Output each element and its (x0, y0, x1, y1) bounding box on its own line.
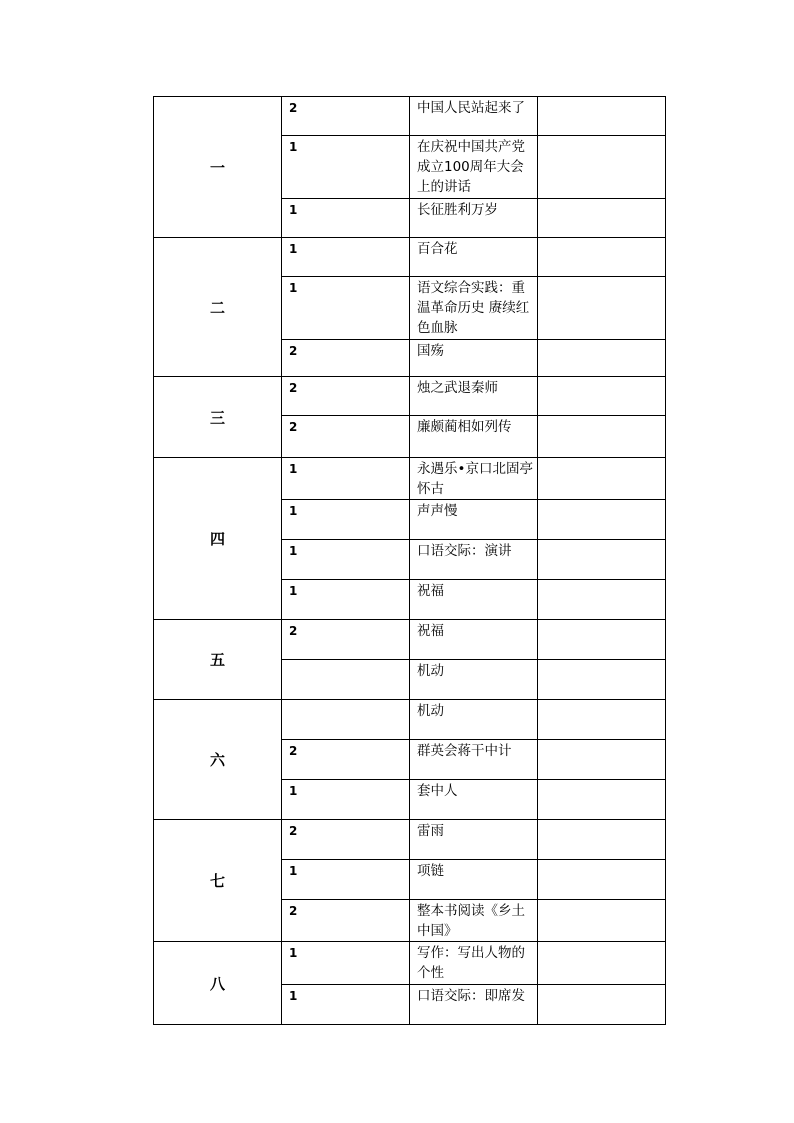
note-cell (538, 97, 666, 136)
unit-label-cell: 二 (154, 238, 282, 377)
lesson-cell (410, 416, 538, 458)
lesson-title: 项链 (417, 863, 444, 879)
hours-value: 1 (289, 544, 298, 558)
hours-value: 2 (289, 624, 298, 638)
lesson-title: 中国人民站起来了 (417, 100, 525, 116)
note-cell (538, 238, 666, 277)
hours-value: 1 (289, 281, 298, 295)
lesson-title: 永遇乐•京口北固亭怀古 (417, 461, 533, 497)
note-cell (538, 985, 666, 1025)
hours-value: 1 (289, 864, 298, 878)
lesson-cell (410, 377, 538, 416)
lesson-title: 国殇 (417, 343, 444, 359)
hours-value: 1 (289, 462, 298, 476)
note-cell (538, 199, 666, 238)
lesson-cell (410, 740, 538, 780)
unit-label-cell: 七 (154, 820, 282, 942)
lesson-title: 祝福 (417, 583, 444, 599)
hours-cell (282, 740, 410, 780)
note-cell (538, 277, 666, 340)
hours-cell (282, 580, 410, 620)
lesson-title: 长征胜利万岁 (417, 202, 498, 218)
note-cell (538, 136, 666, 199)
hours-value: 1 (289, 989, 298, 1003)
table-row (154, 620, 666, 660)
hours-cell (282, 620, 410, 660)
hours-value: 2 (289, 744, 298, 758)
hours-cell (282, 377, 410, 416)
hours-cell (282, 985, 410, 1025)
lesson-schedule-table (153, 96, 666, 1025)
hours-value: 2 (289, 381, 298, 395)
lesson-title: 廉颇蔺相如列传 (417, 419, 512, 435)
hours-value: 1 (289, 203, 298, 217)
lesson-cell (410, 985, 538, 1025)
unit-label-cell: 八 (154, 942, 282, 1025)
hours-cell (282, 900, 410, 942)
lesson-cell (410, 540, 538, 580)
note-cell (538, 580, 666, 620)
lesson-cell (410, 700, 538, 740)
unit-label-cell: 四 (154, 458, 282, 620)
lesson-cell (410, 277, 538, 340)
note-cell (538, 860, 666, 900)
unit-label-cell: 一 (154, 97, 282, 238)
table-row (154, 820, 666, 860)
lesson-title: 写作：写出人物的个性 (417, 945, 525, 981)
lesson-title: 群英会蒋干中计 (417, 743, 512, 759)
note-cell (538, 540, 666, 580)
lesson-title: 声声慢 (417, 503, 458, 519)
hours-cell (282, 942, 410, 985)
lesson-cell (410, 780, 538, 820)
note-cell (538, 820, 666, 860)
hours-cell (282, 416, 410, 458)
lesson-cell (410, 199, 538, 238)
hours-value: 1 (289, 504, 298, 518)
table-row (154, 942, 666, 985)
lesson-cell (410, 340, 538, 377)
hours-value: 2 (289, 344, 298, 358)
hours-cell (282, 540, 410, 580)
lesson-cell (410, 942, 538, 985)
note-cell (538, 620, 666, 660)
lesson-cell (410, 900, 538, 942)
hours-cell (282, 500, 410, 540)
lesson-cell (410, 458, 538, 500)
lesson-title: 百合花 (417, 241, 458, 257)
hours-value (282, 660, 409, 664)
hours-cell (282, 860, 410, 900)
lesson-cell (410, 238, 538, 277)
note-cell (538, 900, 666, 942)
lesson-title: 口语交际：即席发 (417, 988, 525, 1004)
lesson-cell (410, 820, 538, 860)
lesson-title: 祝福 (417, 623, 444, 639)
hours-cell (282, 277, 410, 340)
note-cell (538, 416, 666, 458)
hours-value: 2 (289, 904, 298, 918)
lesson-title: 在庆祝中国共产党成立100周年大会上的讲话 (417, 139, 525, 195)
table-row (154, 377, 666, 416)
note-cell (538, 700, 666, 740)
lesson-title: 口语交际：演讲 (417, 543, 512, 559)
hours-cell (282, 238, 410, 277)
hours-cell (282, 136, 410, 199)
lesson-title: 语文综合实践：重温革命历史 赓续红色血脉 (417, 280, 530, 336)
hours-value: 2 (289, 824, 298, 838)
lesson-title: 烛之武退秦师 (417, 380, 498, 396)
table-row (154, 238, 666, 277)
lesson-cell (410, 660, 538, 700)
lesson-cell (410, 860, 538, 900)
hours-value: 1 (289, 584, 298, 598)
hours-cell (282, 340, 410, 377)
lesson-cell (410, 500, 538, 540)
lesson-title: 机动 (417, 663, 444, 679)
lesson-cell (410, 620, 538, 660)
lesson-title: 雷雨 (417, 823, 444, 839)
note-cell (538, 340, 666, 377)
table-row (154, 458, 666, 500)
hours-value: 2 (289, 420, 298, 434)
hours-value: 1 (289, 946, 298, 960)
lesson-schedule-body (154, 97, 666, 1025)
hours-value: 2 (289, 101, 298, 115)
hours-cell (282, 458, 410, 500)
table-row (154, 700, 666, 740)
lesson-title: 机动 (417, 703, 444, 719)
hours-cell (282, 820, 410, 860)
lesson-title: 套中人 (417, 783, 458, 799)
unit-label-cell: 五 (154, 620, 282, 700)
hours-cell (282, 660, 410, 700)
lesson-cell (410, 580, 538, 620)
table-row (154, 97, 666, 136)
note-cell (538, 500, 666, 540)
note-cell (538, 942, 666, 985)
hours-value (282, 700, 409, 704)
note-cell (538, 780, 666, 820)
hours-value: 1 (289, 242, 298, 256)
hours-cell (282, 97, 410, 136)
hours-cell (282, 700, 410, 740)
hours-cell (282, 199, 410, 238)
note-cell (538, 660, 666, 700)
unit-label-cell: 三 (154, 377, 282, 458)
hours-cell (282, 780, 410, 820)
note-cell (538, 458, 666, 500)
note-cell (538, 740, 666, 780)
lesson-cell (410, 136, 538, 199)
note-cell (538, 377, 666, 416)
hours-value: 1 (289, 140, 298, 154)
hours-value: 1 (289, 784, 298, 798)
unit-label-cell: 六 (154, 700, 282, 820)
lesson-cell (410, 97, 538, 136)
lesson-title: 整本书阅读《乡土中国》 (417, 903, 525, 939)
